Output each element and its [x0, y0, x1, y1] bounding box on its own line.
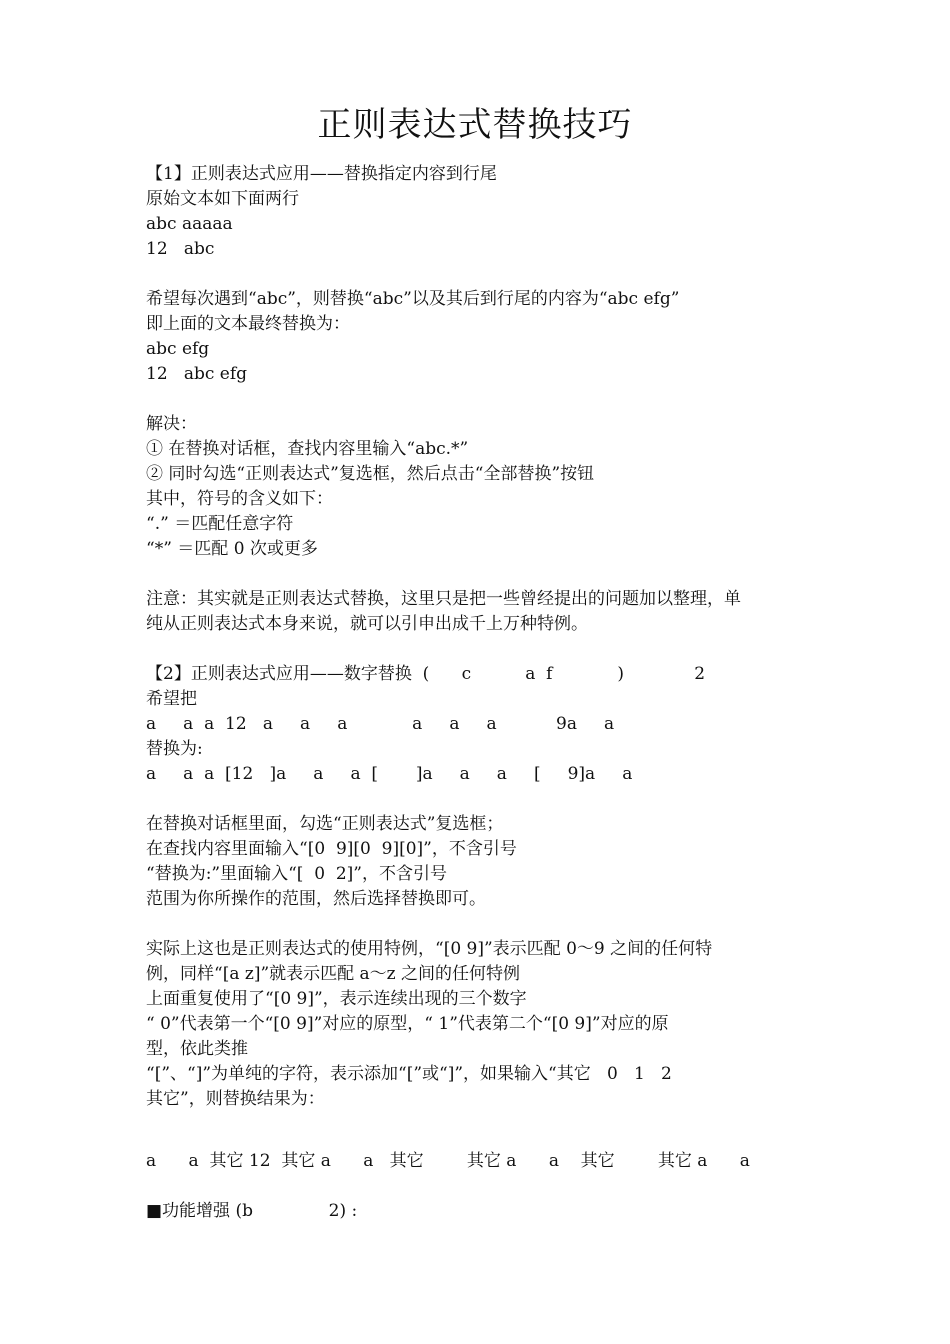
text-line: 其它”，则替换结果为：: [146, 1089, 325, 1109]
text-line: “ 0”代表第一个“[0 9]”对应的原型，“ 1”代表第二个“[0 9]”对应的原: [146, 1014, 669, 1034]
text-line: 范围为你所操作的范围，然后选择替换即可。: [146, 889, 486, 909]
text-line: “[”、“]”为单纯的字符，表示添加“[”或“]”，如果输入“其它 0 1 2: [146, 1064, 672, 1084]
text-line: ② 同时勾选“正则表达式”复选框，然后点击“全部替换”按钮: [146, 464, 595, 484]
text-line: “*” ＝匹配 0 次或更多: [146, 539, 318, 559]
section-1-heading: 【1】正则表达式应用——替换指定内容到行尾: [146, 164, 497, 184]
text-line: 例，同样“[a z]”就表示匹配 a～z 之间的任何特例: [146, 964, 521, 984]
text-line: 希望把: [146, 689, 197, 709]
blank-line: [146, 637, 846, 662]
text-line: 原始文本如下面两行: [146, 189, 299, 209]
blank-line: [146, 1112, 846, 1137]
code-line: a a a 12 a a a a a a 9a a: [146, 714, 615, 734]
blank-line: [146, 1174, 846, 1199]
text-line: 纯从正则表达式本身来说，就可以引申出成千上万种特例。: [146, 614, 588, 634]
document-body: [146, 162, 846, 1224]
text-line: 实际上这也是正则表达式的使用特例，“[0 9]”表示匹配 0～9 之间的任何特: [146, 939, 713, 959]
text-line: 希望每次遇到“abc”，则替换“abc”以及其后到行尾的内容为“abc efg”: [146, 289, 680, 309]
text-line: 替换为:: [146, 739, 203, 759]
text-line: “.” ＝匹配任意字符: [146, 514, 294, 534]
text-line: 型，依此类推: [146, 1039, 248, 1059]
blank-line: [146, 262, 846, 287]
code-line: 12 abc: [146, 239, 215, 259]
text-line: 上面重复使用了“[0 9]”，表示连续出现的三个数字: [146, 989, 527, 1009]
blank-line: [146, 787, 846, 812]
text-line: 其中，符号的含义如下：: [146, 489, 333, 509]
code-line: a a a [12 ]a a a [ ]a a a [ 9]a a: [146, 764, 633, 784]
text-line: “替换为:”里面输入“[ 0 2]”，不含引号: [146, 864, 448, 884]
document-title: 正则表达式替换技巧: [317, 105, 633, 145]
text-line: 即上面的文本最终替换为：: [146, 314, 350, 334]
code-line: 12 abc efg: [146, 364, 248, 384]
code-line: a a 其它 12 其它 a a 其它 其它 a a 其它 其它 a a: [146, 1151, 750, 1171]
blank-line: [146, 562, 846, 587]
text-line: 解决：: [146, 414, 197, 434]
text-line: 在查找内容里面输入“[0 9][0 9][0]”，不含引号: [146, 839, 517, 859]
text-line: 在替换对话框里面，勾选“正则表达式”复选框；: [146, 814, 504, 834]
text-line: ① 在替换对话框，查找内容里输入“abc.*”: [146, 439, 469, 459]
section-3-heading: ■功能增强 (b 2) :: [146, 1201, 358, 1221]
code-line: abc aaaaa: [146, 214, 233, 234]
code-line: abc efg: [146, 339, 210, 359]
section-2-heading: 【2】正则表达式应用——数字替换 ( c a f ) 2: [146, 664, 706, 684]
blank-line: [146, 387, 846, 412]
text-line: 注意：其实就是正则表达式替换，这里只是把一些曾经提出的问题加以整理，单: [146, 589, 741, 609]
blank-line: [146, 912, 846, 937]
